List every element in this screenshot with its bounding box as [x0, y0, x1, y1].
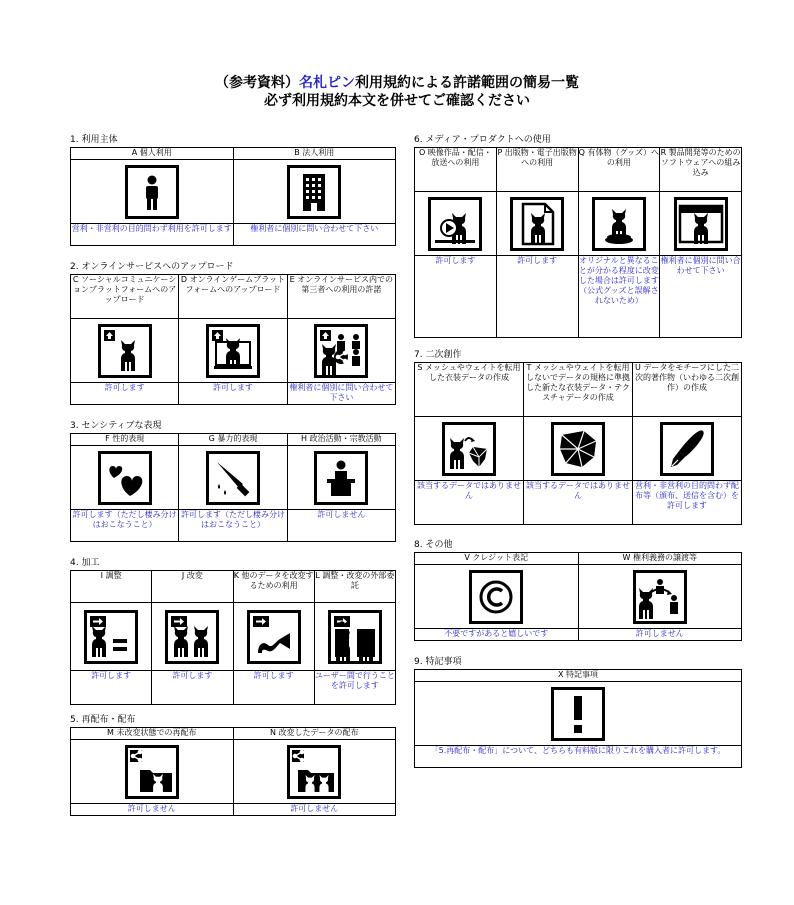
item-header-g: G 暴力的表現 [179, 434, 287, 446]
section-online-upload [70, 262, 396, 405]
exclamation-icon [551, 687, 605, 741]
section-sensitive-expression [70, 421, 396, 542]
item-note-v: 不要ですがあると嬉しいです [415, 629, 579, 641]
item-note-a: 営利・非営利の目的問わず利用を許可します [71, 224, 234, 246]
item-header-u: U データをモチーフにした二次的著作物（いわゆる二次創作）の作成 [633, 363, 742, 417]
section-table [70, 274, 396, 405]
item-header-t: T メッシュやウェイトを転用しないでデータの規格に準拠した新たな衣装データ・テクスチャデータの作成 [524, 363, 633, 417]
item-note-e: 権利者に個別に問い合わせて下さい [287, 383, 395, 405]
section-title: 7. 二次創作 [414, 350, 462, 360]
section-table [414, 147, 742, 338]
title-prefix: （参考資料） [215, 75, 299, 91]
adjust-icon [84, 610, 138, 664]
hearts-icon [98, 451, 152, 505]
item-note-n: 許可しません [233, 804, 396, 816]
person-icon [125, 165, 179, 219]
new-costume-icon [551, 422, 605, 476]
section-special-notes [414, 657, 742, 768]
item-header-s: S メッシュやウェイトを転用した衣装データの作成 [415, 363, 524, 417]
brand-name: 名札ピン [299, 75, 355, 91]
document-title [0, 74, 794, 110]
item-note-u: 営利・非営利の目的問わず配布等（頒布、送信を含む）を許可します [633, 481, 742, 525]
item-note-l: ユーザー間で行うことを許可します [314, 671, 395, 705]
section-media-products [414, 135, 742, 338]
podium-speaker-icon [314, 451, 368, 505]
item-header-b: B 法人利用 [233, 148, 396, 160]
item-note-x: 「5.再配布・配布」について、どちらも有料版に限りこれを購入者に許可します。 [415, 746, 742, 768]
outsource-icon [328, 610, 382, 664]
pen-nib-icon [660, 422, 714, 476]
item-header-p: P 出版物・電子出版物への利用 [496, 148, 578, 192]
copyright-icon [469, 570, 523, 624]
office-building-icon [287, 165, 341, 219]
item-header-a: A 個人利用 [71, 148, 234, 160]
modify-other-data-icon [247, 610, 301, 664]
item-header-d: D オンラインゲームプラットフォームへのアップロード [179, 275, 287, 319]
item-header-w: W 権利義務の譲渡等 [578, 553, 742, 565]
item-header-c: C ソーシャルコミュニケーションプラットフォームへのアップロード [71, 275, 179, 319]
item-header-f: F 性的表現 [71, 434, 179, 446]
section-title: 1. 利用主体 [70, 135, 118, 145]
item-header-k: K 他のデータを改変するための利用 [233, 571, 314, 603]
section-table [414, 552, 742, 641]
section-redistribution [70, 715, 396, 816]
section-title: 2. オンラインサービスへのアップロード [70, 262, 234, 272]
item-note-r: 権利者に個別に問い合わせて下さい [660, 256, 742, 338]
document-icon [510, 197, 564, 251]
section-title: 8. その他 [414, 540, 453, 550]
section-other [414, 540, 742, 641]
item-header-h: H 政治活動・宗教活動 [287, 434, 395, 446]
section-derivative-works [414, 350, 742, 525]
section-table [70, 433, 396, 542]
upload-social-icon [98, 324, 152, 378]
section-title: 9. 特記事項 [414, 657, 462, 667]
item-note-m: 許可しません [71, 804, 234, 816]
item-header-j: J 改変 [152, 571, 233, 603]
item-header-o: O 映像作品・配信・放送への利用 [415, 148, 497, 192]
item-header-x: X 特記事項 [415, 670, 742, 682]
video-play-icon [428, 197, 482, 251]
modify-icon [165, 610, 219, 664]
item-note-o: 許可します [415, 256, 497, 338]
item-note-d: 許可します [179, 383, 287, 405]
item-header-n: N 改変したデータの配布 [233, 728, 396, 740]
subtitle: 必ず利用規約本文を併せてご確認ください [264, 93, 530, 109]
item-note-w: 許可しません [578, 629, 742, 641]
item-note-g: 許可します（ただし棲み分けはおこなうこと） [179, 510, 287, 542]
software-window-icon [674, 197, 728, 251]
section-usage-subject [70, 135, 396, 246]
redistribute-folder-icon [125, 745, 179, 799]
upload-game-icon [206, 324, 260, 378]
section-title: 6. メディア・プロダクトへの使用 [414, 135, 551, 145]
item-note-f: 許可します（ただし棲み分けはおこなうこと） [71, 510, 179, 542]
mesh-costume-icon [442, 422, 496, 476]
section-processing [70, 558, 396, 705]
figure-goods-icon [592, 197, 646, 251]
item-note-s: 該当するデータではありません [415, 481, 524, 525]
item-header-l: L 調整・改変の外部委託 [314, 571, 395, 603]
item-note-q: オリジナルと異なることが分かる程度に改変した場合は許可します（公式グッズと誤解されないため） [578, 256, 660, 338]
section-table [414, 669, 742, 768]
item-header-q: Q 有体物（グッズ）への利用 [578, 148, 660, 192]
item-header-i: I 調整 [71, 571, 152, 603]
item-header-m: M 未改変状態での再配布 [71, 728, 234, 740]
item-note-h: 許可しません [287, 510, 395, 542]
item-header-e: E オンラインサービス内での第三者への利用の許諾 [287, 275, 395, 319]
share-third-party-icon [314, 324, 368, 378]
item-header-r: R 製品開発等のためのソフトウェアへの組み込み [660, 148, 742, 192]
section-title: 3. センシティブな表現 [70, 421, 162, 431]
item-note-p: 許可します [496, 256, 578, 338]
item-note-c: 許可します [71, 383, 179, 405]
section-title: 5. 再配布・配布 [70, 715, 136, 725]
knife-icon [206, 451, 260, 505]
distribute-modified-icon [287, 745, 341, 799]
item-note-b: 権利者に個別に問い合わせて下さい [233, 224, 396, 246]
section-table [70, 570, 396, 705]
item-header-v: V クレジット表記 [415, 553, 579, 565]
title-line [0, 74, 794, 92]
section-table [414, 362, 742, 525]
item-note-t: 該当するデータではありません [524, 481, 633, 525]
section-table [70, 147, 396, 246]
section-title: 4. 加工 [70, 558, 100, 568]
item-note-k: 許可します [233, 671, 314, 705]
transfer-rights-icon [633, 570, 687, 624]
item-note-i: 許可します [71, 671, 152, 705]
title-suffix: 利用規約による許諾範囲の簡易一覧 [355, 75, 579, 91]
section-table [70, 727, 396, 816]
item-note-j: 許可します [152, 671, 233, 705]
